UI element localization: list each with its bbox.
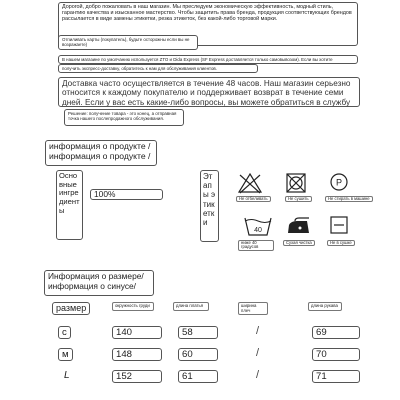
table-row-shoulder: /	[256, 369, 260, 381]
size-info-heading	[44, 270, 154, 296]
table-row-length: 61	[178, 370, 218, 383]
table-row-chest: 140	[112, 326, 162, 339]
table-row-size: L	[64, 370, 70, 381]
wash-temp-text: 40	[254, 227, 262, 234]
label-tag	[200, 170, 219, 242]
table-row-shoulder: /	[256, 325, 260, 337]
chest-column-header: окружность груди	[112, 302, 154, 311]
card-note	[58, 35, 198, 50]
table-row-chest: 152	[112, 370, 162, 383]
shoulder-column-header: ширина плеч	[238, 302, 268, 315]
no-bleach-icon	[237, 172, 263, 194]
card-note-text: Отпиливать карты (покупатель), будьте осторожны если вы не возражаете)	[62, 37, 190, 48]
label-tag-text: Этапы этикетки	[203, 172, 216, 227]
sleeve-column-header: длина рукава	[308, 302, 342, 311]
table-row-sleeve: 69	[312, 326, 360, 339]
dry-clean-p-icon	[329, 172, 349, 192]
size-heading-text: Информация о размере/ информация о синусе/	[48, 271, 144, 291]
shipping-text: Доставка часто осуществляется в течение 48 часов. Наш магазин серьезно относится к каждому покупателю и поддерживает возврат в течение семи дней. Если у вас есть какие-либо вопросы, вы можете обратиться в службу	[62, 79, 351, 107]
delivery-note-text: В нашем магазине по умолчанию используется ZTO и Dida Express (SF Express доставляется только самовывозом). Если вы хотите	[62, 57, 333, 62]
product-heading-text: информация о продукте / информация о продукте /	[49, 141, 151, 161]
care-label-3: Не стирать в машине	[325, 196, 373, 202]
table-row-shoulder: /	[256, 347, 260, 359]
material-value-text: 100%	[94, 189, 116, 199]
no-tumble-dry-icon	[285, 172, 307, 194]
dry-flat-icon	[329, 215, 349, 235]
table-row-sleeve: 71	[312, 370, 360, 383]
table-row-size: с	[58, 326, 71, 339]
table-row-sleeve: 70	[312, 348, 360, 361]
delivery-note-2-text: получить экспресс-доставку, обратитесь к нам для обслуживания клиентов.	[62, 66, 217, 71]
delivery-note-2	[58, 64, 258, 73]
wash-40-icon	[243, 215, 273, 237]
care-label-6: Не в сушке	[327, 240, 355, 246]
table-row-chest: 148	[112, 348, 162, 361]
welcome-text: Дорогой, добро пожаловать в наш магазин. Мы преследуем экономическую эффективность, модный стиль, гарантию качества и изысканное мастерство. Чтобы защитить права бренда, продукция соответствующих брендов рассылается в виде замены этикетки, резка этикеток, без какой-либо торговой марки.	[62, 4, 352, 23]
delivery-note	[58, 55, 358, 64]
care-label-5: Сухая чистка	[283, 240, 315, 246]
size-column-header: размер	[52, 302, 90, 315]
care-label-4: ниже 40 градусов	[238, 240, 274, 251]
receipt-note	[64, 109, 184, 126]
table-row-length: 58	[178, 326, 218, 339]
material-label	[56, 170, 83, 240]
length-column-header: длина платья	[173, 302, 209, 311]
care-label-2: Не сушить	[285, 196, 312, 202]
table-row-size: м	[58, 348, 73, 361]
material-value	[90, 189, 163, 200]
shipping-notice	[58, 77, 360, 107]
product-info-heading	[45, 140, 157, 166]
svg-text:P: P	[335, 177, 343, 188]
material-label-text: Основные ингредиенты	[59, 171, 80, 215]
care-label-1: Не отбеливать	[236, 196, 271, 202]
table-row-length: 60	[178, 348, 218, 361]
iron-icon	[283, 215, 313, 237]
receipt-note-text: Решение: получение товара - это конец, а отправная точка нашего послепродажного обслуживания.	[68, 111, 177, 122]
